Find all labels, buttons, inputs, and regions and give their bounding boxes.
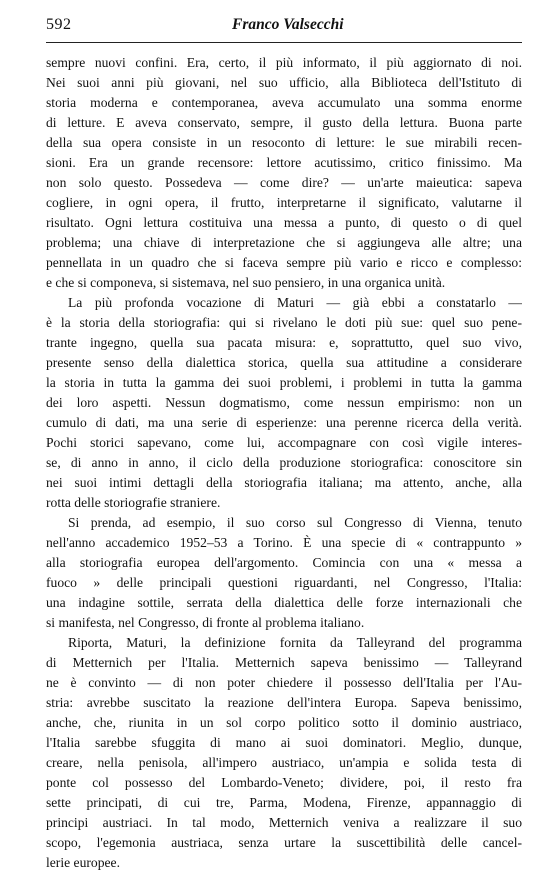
text-line: si manifesta, nel Congresso, di fronte al problema italiano. bbox=[46, 615, 365, 630]
running-title: Franco Valsecchi bbox=[232, 16, 344, 33]
text-line: alla storiografia europea dell'argomento. Comincia con una « messa a bbox=[46, 555, 522, 570]
text-line: cumulo di dati, ma una serie di esperienze: una perenne ricerca della verità. bbox=[46, 415, 522, 430]
running-head bbox=[46, 14, 522, 43]
text-line: pennellata in un quadro che si faceva sempre più vario e ricco e complesso: bbox=[46, 255, 522, 270]
text-line: scopo, l'egemonia austriaca, senza urtare la suscettibilità delle cancel- bbox=[46, 835, 522, 850]
text-line: di letture. E aveva conservato, sempre, il gusto della lettura. Buona parte bbox=[46, 115, 522, 130]
text-line: sioni. Era un grande recensore: lettore acutissimo, critico finissimo. Ma bbox=[46, 155, 522, 170]
text-line: dei loro aspetti. Nessun dogmatismo, come nessun empirismo: non un bbox=[46, 395, 522, 410]
text-line: la storia in tutta la gamma dei suoi problemi, i problemi in tutta la gamma bbox=[46, 375, 522, 390]
text-line: se, di anno in anno, il ciclo della produzione storiografica: conoscitore sin bbox=[46, 455, 522, 470]
text-line: Pochi storici sapevano, come lui, accompagnare con così vigile interes- bbox=[46, 435, 522, 450]
text-line: fuoco » delle principali questioni riguardanti, nel Congresso, l'Italia: bbox=[46, 575, 522, 590]
text-line: La più profonda vocazione di Maturi — già ebbi a constatarlo — bbox=[68, 295, 522, 310]
text-line: è la storia della storiografia: qui si rivelano le doti più sue: quel suo pene- bbox=[46, 315, 522, 330]
text-line: della sua opera consiste in un resoconto di letture: le sue mirabili recen- bbox=[46, 135, 522, 150]
text-line: Riporta, Maturi, la definizione fornita da Talleyrand del programma bbox=[68, 635, 522, 650]
text-line: di Metternich per l'Italia. Metternich sapeva benissimo — Talleyrand bbox=[46, 655, 522, 670]
text-line: ne è convinto — di non poter chiedere il possesso dell'Italia per l'Au- bbox=[46, 675, 522, 690]
text-line: cogliere, in ogni opera, il frutto, interpretarne il significato, valutarne il bbox=[46, 195, 522, 210]
text-line: Si prenda, ad esempio, il suo corso sul Congresso di Vienna, tenuto bbox=[68, 515, 522, 530]
page-number: 592 bbox=[46, 16, 72, 33]
text-line: principi austriaci. In tal modo, Metternich veniva a realizzare il suo bbox=[46, 815, 522, 830]
book-page bbox=[46, 14, 522, 873]
text-line: storia moderna e contemporanea, aveva accumulato una somma enorme bbox=[46, 95, 522, 110]
text-line: risultato. Ogni lettura costituiva una messa a punto, di questo o di quel bbox=[46, 215, 522, 230]
text-line: l'Italia sarebbe sfuggita di mano ai suoi dominatori. Meglio, dunque, bbox=[46, 735, 522, 750]
text-line: non solo questo. Possedeva — come dire? — un'arte maieutica: sapeva bbox=[46, 175, 522, 190]
text-line: nei suoi intimi dettagli della storiografia italiana; ma attento, anche, alla bbox=[46, 475, 522, 490]
body-text bbox=[46, 53, 522, 873]
text-line: anche, che, riunita in un sol corpo politico sotto il dominio austriaco, bbox=[46, 715, 522, 730]
text-line: sette principati, di cui tre, Parma, Modena, Firenze, appannaggio di bbox=[46, 795, 522, 810]
paragraph bbox=[46, 53, 522, 293]
paragraph bbox=[46, 293, 522, 513]
text-line: sempre nuovi confini. Era, certo, il più informato, il più aggiornato di noi. bbox=[46, 55, 522, 70]
paragraph bbox=[46, 633, 522, 873]
text-line: ponte col possesso del Lombardo-Veneto; dividere, poi, il resto fra bbox=[46, 775, 522, 790]
text-line: nell'anno accademico 1952–53 a Torino. È una specie di « contrappunto » bbox=[46, 535, 522, 550]
text-line: Nei suoi anni più giovani, nel suo ufficio, alla Biblioteca dell'Istituto di bbox=[46, 75, 522, 90]
text-line: rotta delle storiografie straniere. bbox=[46, 495, 221, 510]
text-line: lerie europee. bbox=[46, 855, 120, 870]
text-line: stria: avrebbe suscitato la reazione dell'intera Europa. Sapeva benissimo, bbox=[46, 695, 522, 710]
text-line: una indagine sottile, serrata della dialettica delle forze internazionali che bbox=[46, 595, 522, 610]
text-line: problema; una chiave di interpretazione che si aggiungeva alle altre; una bbox=[46, 235, 522, 250]
text-line: creare, nella penisola, all'impero austriaco, un'ampia e solida testa di bbox=[46, 755, 522, 770]
paragraph bbox=[46, 513, 522, 633]
text-line: presente senso della dialettica storica, quella sua attitudine a considerare bbox=[46, 355, 522, 370]
text-line: e che si componeva, si sistemava, nel suo pensiero, in una organica unità. bbox=[46, 275, 446, 290]
text-line: trante ingegno, quella sua pacata misura: e, soprattutto, quel suo vivo, bbox=[46, 335, 522, 350]
